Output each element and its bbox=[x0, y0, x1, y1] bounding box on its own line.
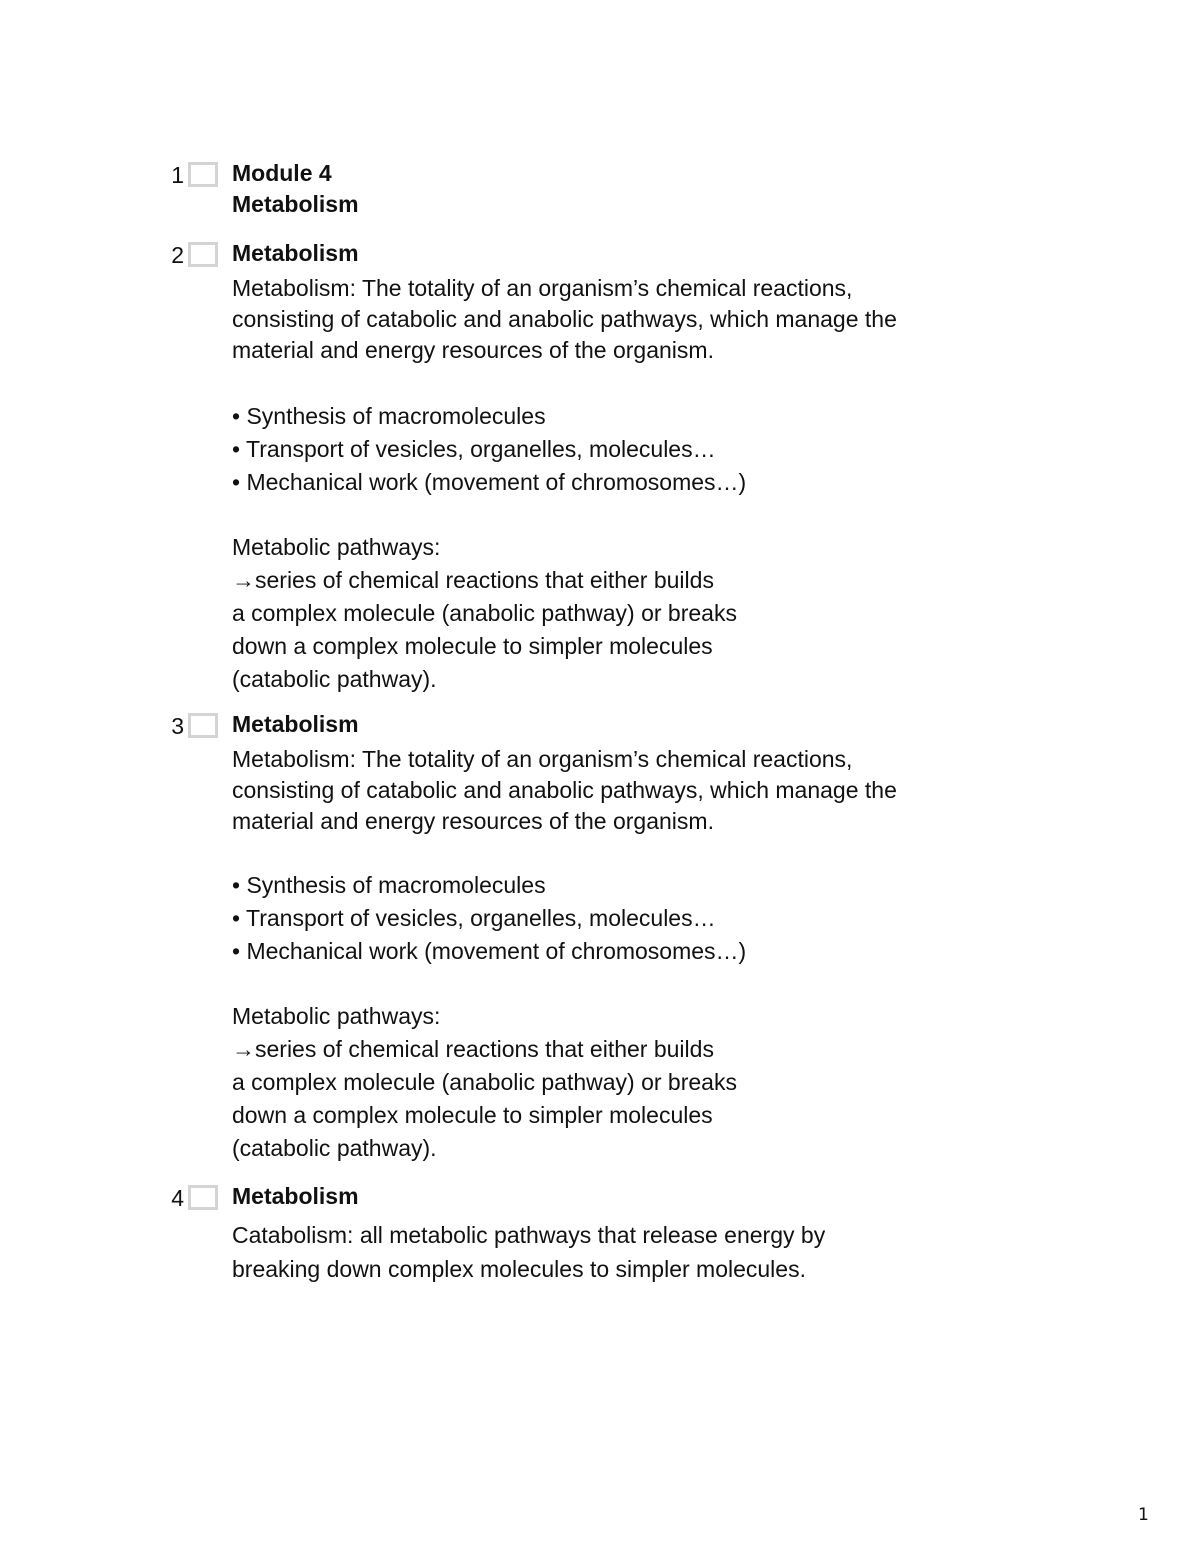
slide-number: 4 bbox=[171, 1185, 184, 1211]
slide-number: 2 bbox=[171, 242, 184, 268]
bullet-item: • Transport of vesicles, organelles, molecules… bbox=[232, 436, 716, 462]
bullet-item: • Synthesis of macromolecules bbox=[232, 872, 546, 898]
slide-text bbox=[232, 238, 1032, 696]
definition-line: material and energy resources of the organism. bbox=[232, 808, 714, 834]
pathways-line: a complex molecule (anabolic pathway) or breaks bbox=[232, 600, 737, 626]
pathways-line: →series of chemical reactions that either builds bbox=[232, 567, 714, 593]
definition-line: consisting of catabolic and anabolic pathways, which manage the bbox=[232, 777, 897, 803]
page-number: 1 bbox=[1138, 1505, 1149, 1525]
pathways-line: (catabolic pathway). bbox=[232, 1135, 437, 1161]
definition bbox=[232, 1218, 1032, 1286]
definition-line: Catabolism: all metabolic pathways that release energy by bbox=[232, 1222, 826, 1248]
pathways-heading: Metabolic pathways: bbox=[232, 1003, 441, 1029]
bullet-list bbox=[232, 400, 1032, 499]
slide-thumbnail[interactable] bbox=[188, 713, 218, 738]
pathways-line: down a complex molecule to simpler molecules bbox=[232, 1102, 713, 1128]
slide-text bbox=[232, 709, 1032, 1165]
slide-title: Metabolism bbox=[232, 711, 359, 737]
definition-line: material and energy resources of the organism. bbox=[232, 337, 714, 363]
slide-title: Metabolism bbox=[232, 1183, 359, 1209]
slide-thumbnail[interactable] bbox=[188, 1185, 218, 1210]
pathways-line: a complex molecule (anabolic pathway) or breaks bbox=[232, 1069, 737, 1095]
definition-line: Metabolism: The totality of an organism’s chemical reactions, bbox=[232, 746, 853, 772]
definition-line: Metabolism: The totality of an organism’s chemical reactions, bbox=[232, 275, 853, 301]
bullet-item: • Mechanical work (movement of chromosomes…) bbox=[232, 469, 747, 495]
pathways-heading: Metabolic pathways: bbox=[232, 534, 441, 560]
definition-line: consisting of catabolic and anabolic pathways, which manage the bbox=[232, 306, 897, 332]
slide-title: Metabolism bbox=[232, 191, 359, 217]
slide-title: Metabolism bbox=[232, 240, 359, 266]
slide-title: Module 4 bbox=[232, 160, 332, 186]
bullet-item: • Transport of vesicles, organelles, molecules… bbox=[232, 905, 716, 931]
slide-text bbox=[232, 158, 1032, 220]
bullet-item: • Mechanical work (movement of chromosomes…) bbox=[232, 938, 747, 964]
pathways bbox=[232, 1000, 1032, 1165]
pathways-line: →series of chemical reactions that either builds bbox=[232, 1036, 714, 1062]
bullet-item: • Synthesis of macromolecules bbox=[232, 403, 546, 429]
pathways-line: (catabolic pathway). bbox=[232, 666, 437, 692]
definition-line: breaking down complex molecules to simpler molecules. bbox=[232, 1256, 806, 1282]
definition bbox=[232, 273, 1032, 366]
definition bbox=[232, 744, 1032, 837]
slide-number: 1 bbox=[171, 162, 184, 188]
slide-thumbnail[interactable] bbox=[188, 162, 218, 187]
slide-number: 3 bbox=[171, 713, 184, 739]
pathways bbox=[232, 531, 1032, 696]
slide-thumbnail[interactable] bbox=[188, 242, 218, 267]
pathways-line: down a complex molecule to simpler molecules bbox=[232, 633, 713, 659]
bullet-list bbox=[232, 869, 1032, 968]
slide-text bbox=[232, 1181, 1032, 1286]
